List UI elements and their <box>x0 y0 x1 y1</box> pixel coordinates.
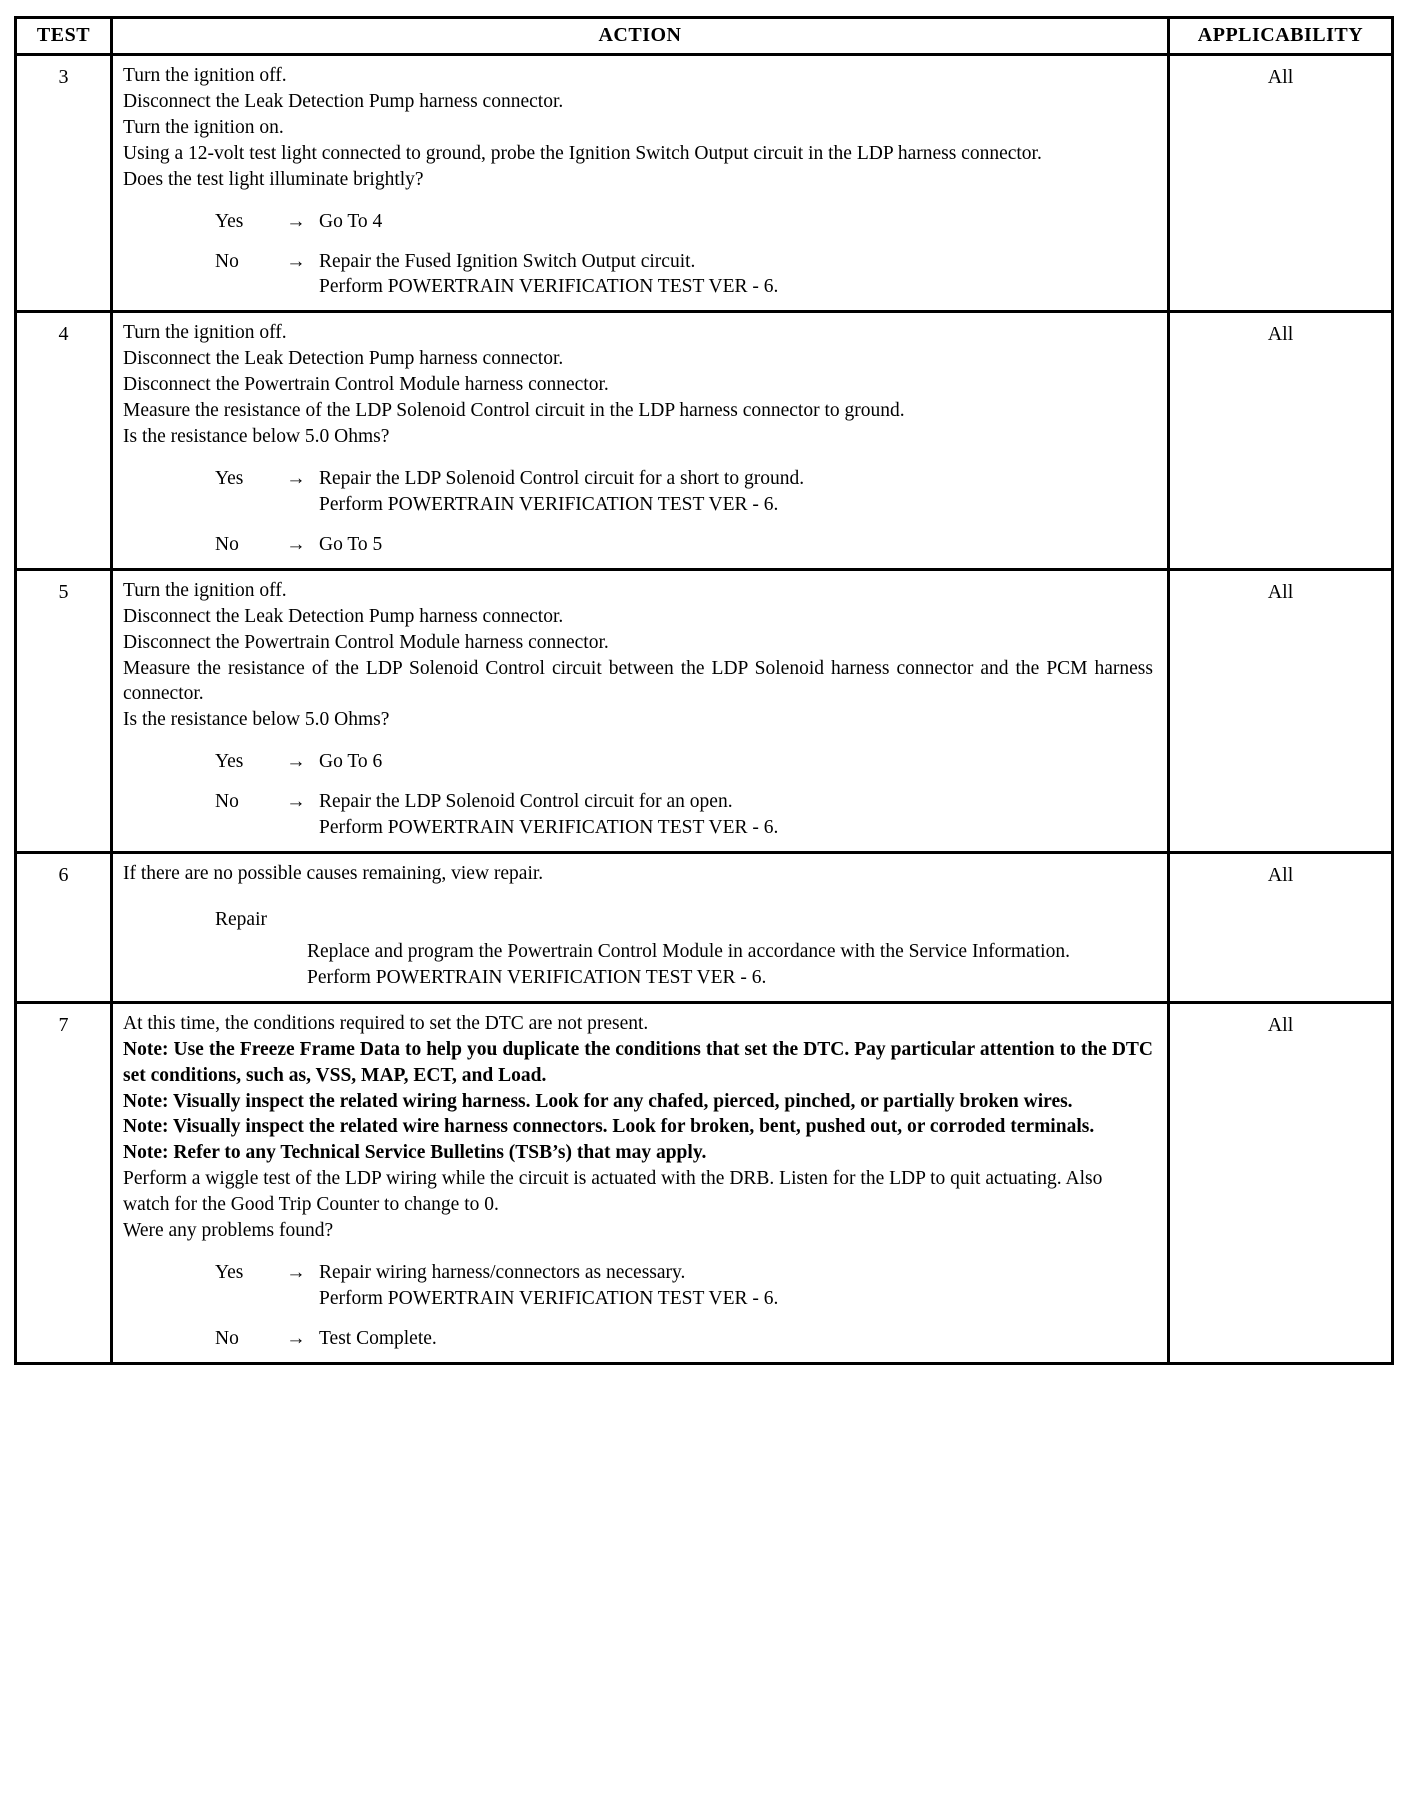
branch-result: Test Complete. <box>319 1327 437 1349</box>
branch-verification-test: Perform POWERTRAIN VERIFICATION TEST VER - 6. <box>319 493 779 515</box>
applicability-value: All <box>1169 569 1393 852</box>
action-line: Is the resistance below 5.0 Ohms? <box>123 709 390 731</box>
branch-result: Go To 6 <box>319 751 383 773</box>
branch-list <box>123 209 1153 301</box>
arrow-right-icon: → <box>286 467 306 489</box>
action-line: If there are no possible causes remaining, view repair. <box>123 863 544 885</box>
column-header-applicability: APPLICABILITY <box>1169 18 1393 55</box>
test-action-cell <box>112 569 1169 852</box>
branch-result: Repair the LDP Solenoid Control circuit for a short to ground. <box>319 467 805 489</box>
branch-item <box>123 209 1153 235</box>
test-step-number: 5 <box>16 569 112 852</box>
action-line: Does the test light illuminate brightly? <box>123 168 424 190</box>
table-row <box>16 312 1393 569</box>
test-action-cell <box>112 312 1169 569</box>
action-line: Note: Visually inspect the related wire harness connectors. Look for broken, bent, pushed out, or corroded terminals. <box>123 1116 1095 1138</box>
branch-item <box>123 466 1153 518</box>
branch-item <box>123 1326 1153 1352</box>
test-step-number: 3 <box>16 55 112 312</box>
applicability-value: All <box>1169 1002 1393 1363</box>
arrow-right-icon: → <box>286 1262 306 1284</box>
branch-answer: No <box>215 1327 239 1349</box>
branch-answer: No <box>215 250 239 272</box>
branch-list <box>123 749 1153 841</box>
branch-result: Repair the Fused Ignition Switch Output circuit. <box>319 250 696 272</box>
table-row <box>16 1002 1393 1363</box>
arrow-right-icon: → <box>286 533 306 555</box>
repair-body <box>215 939 1153 991</box>
branch-answer: Yes <box>215 210 244 232</box>
branch-result: Go To 5 <box>319 533 383 555</box>
diagnostic-procedure-table <box>14 16 1394 1365</box>
action-line: Disconnect the Powertrain Control Module harness connector. <box>123 631 609 653</box>
applicability-value: All <box>1169 853 1393 1003</box>
branch-result: Repair wiring harness/connectors as necessary. <box>319 1262 686 1284</box>
test-step-number: 7 <box>16 1002 112 1363</box>
test-step-number: 6 <box>16 853 112 1003</box>
branch-answer: No <box>215 533 239 555</box>
branch-text-wrap <box>319 1326 1153 1352</box>
branch-verification-test: Perform POWERTRAIN VERIFICATION TEST VER - 6. <box>319 276 779 298</box>
action-line: Disconnect the Powertrain Control Module harness connector. <box>123 374 609 396</box>
action-line: Perform a wiggle test of the LDP wiring while the circuit is actuated with the DRB. Listen for the LDP to quit actuating. Also watch for the Good Trip Counter to change to 0. <box>123 1168 1103 1216</box>
table-row <box>16 55 1393 312</box>
action-line: Turn the ignition off. <box>123 65 287 86</box>
column-header-test: TEST <box>16 18 112 55</box>
repair-label: Repair <box>215 908 267 930</box>
arrow-right-icon: → <box>286 210 306 232</box>
table-row <box>16 853 1393 1003</box>
branch-verification-test: Perform POWERTRAIN VERIFICATION TEST VER - 6. <box>319 817 779 839</box>
arrow-right-icon: → <box>286 1327 306 1349</box>
table-body <box>16 55 1393 1364</box>
branch-text-wrap <box>319 209 1153 235</box>
test-action-cell <box>112 1002 1169 1363</box>
action-line: Turn the ignition off. <box>123 322 287 344</box>
action-line: Measure the resistance of the LDP Solenoid Control circuit in the LDP harness connector to ground. <box>123 400 905 422</box>
action-line: Turn the ignition off. <box>123 579 287 601</box>
branch-item <box>123 749 1153 775</box>
applicability-value: All <box>1267 66 1294 88</box>
branch-list <box>123 1260 1153 1352</box>
branch-text-wrap <box>319 532 1153 558</box>
repair-verification-test: Perform POWERTRAIN VERIFICATION TEST VER - 6. <box>307 966 767 988</box>
action-line: Turn the ignition on. <box>123 116 284 138</box>
test-action-cell <box>112 55 1169 312</box>
branch-item <box>123 789 1153 841</box>
table-header <box>16 18 1393 55</box>
branch-text-wrap <box>319 749 1153 775</box>
table-header-row <box>16 18 1393 55</box>
column-header-action: ACTION <box>112 18 1169 55</box>
action-line: Disconnect the Leak Detection Pump harness connector. <box>123 605 564 627</box>
action-line: Disconnect the Leak Detection Pump harness connector. <box>123 90 564 112</box>
branch-item <box>123 532 1153 558</box>
action-line: At this time, the conditions required to set the DTC are not present. <box>123 1012 649 1034</box>
action-line: Measure the resistance of the LDP Solenoid Control circuit between the LDP Solenoid harness connector and the PCM harness connector. <box>123 657 1153 705</box>
branch-text-wrap <box>319 249 1153 301</box>
action-line: Note: Visually inspect the related wiring harness. Look for any chafed, pierced, pinched, or partially broken wires. <box>123 1090 1073 1112</box>
action-line: Is the resistance below 5.0 Ohms? <box>123 426 390 448</box>
branch-answer: Yes <box>215 467 244 489</box>
branch-text-wrap <box>319 466 1153 518</box>
action-line: Disconnect the Leak Detection Pump harness connector. <box>123 348 564 370</box>
test-action-cell <box>112 853 1169 1003</box>
branch-verification-test: Perform POWERTRAIN VERIFICATION TEST VER - 6. <box>319 1287 779 1309</box>
branch-answer: Yes <box>215 1262 244 1284</box>
branch-item <box>123 1260 1153 1312</box>
action-line: Using a 12-volt test light connected to ground, probe the Ignition Switch Output circuit in the LDP harness connector. <box>123 142 1042 164</box>
repair-block <box>123 907 1153 991</box>
arrow-right-icon: → <box>286 250 306 272</box>
branch-answer: No <box>215 791 239 813</box>
branch-list <box>123 466 1153 558</box>
branch-text-wrap <box>319 789 1153 841</box>
branch-item <box>123 249 1153 301</box>
branch-answer: Yes <box>215 751 244 773</box>
branch-text-wrap <box>319 1260 1153 1312</box>
applicability-value: All <box>1169 312 1393 569</box>
action-line: Were any problems found? <box>123 1220 334 1242</box>
branch-result: Repair the LDP Solenoid Control circuit for an open. <box>319 791 733 813</box>
table-row <box>16 569 1393 852</box>
arrow-right-icon: → <box>286 751 306 773</box>
action-line: Note: Use the Freeze Frame Data to help you duplicate the conditions that set the DTC. Pay particular attention to the DTC set conditions, such as, VSS, MAP, ECT, and Load. <box>123 1038 1153 1086</box>
repair-instruction: Replace and program the Powertrain Control Module in accordance with the Service Information. <box>307 940 1070 962</box>
arrow-right-icon: → <box>286 791 306 813</box>
branch-result: Go To 4 <box>319 210 383 232</box>
action-line: Note: Refer to any Technical Service Bulletins (TSB’s) that may apply. <box>123 1142 707 1164</box>
test-step-number: 4 <box>16 312 112 569</box>
